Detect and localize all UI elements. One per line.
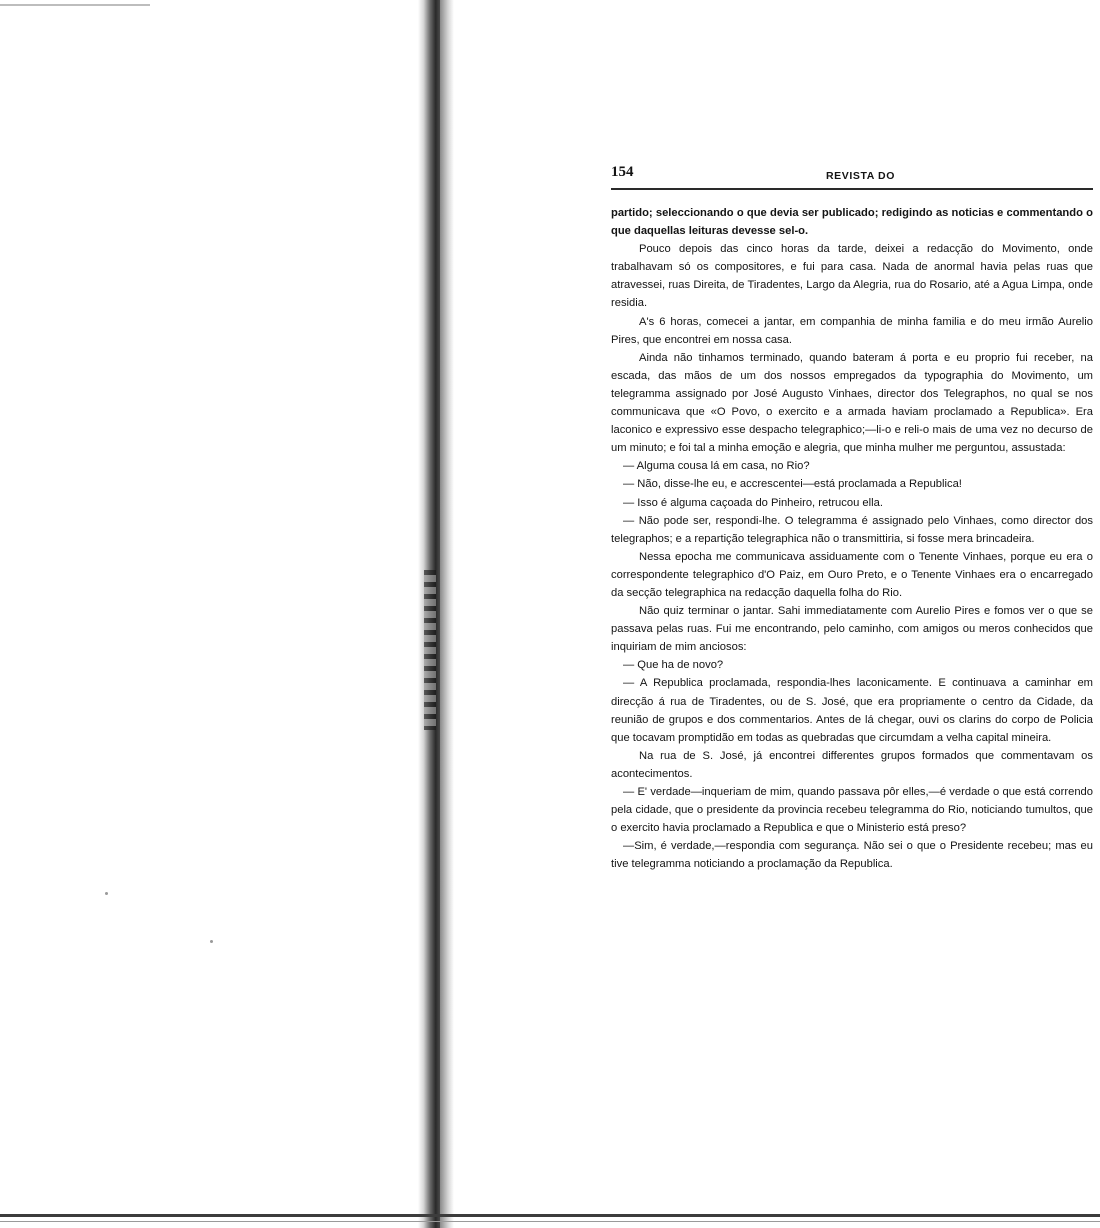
paragraph: Na rua de S. José, já encontrei differentes grupos formados que commentavam os acontecimentos. bbox=[611, 749, 1093, 780]
dialogue-line: — Que ha de novo? bbox=[623, 659, 724, 672]
page-header bbox=[611, 160, 1093, 190]
paragraph: Não quiz terminar o jantar. Sahi immediatamente com Aurelio Pires e fomos ver o que se passava pelas ruas. Fui me encontrando, pelo caminho, com amigos ou meros conhecidos que inquiriam de mim anciosos: bbox=[611, 605, 1093, 654]
dialogue-line: — E' verdade—inqueriam de mim, quando passava pôr elles,—é verdade o que está correndo pela cidade, que o presidente da provincia recebeu telegramma do Rio, noticiando tumultos, que o exercito havia proclamado a Republica e que o Ministerio está preso? bbox=[611, 786, 1093, 835]
dialogue-line: —Sim, é verdade,—respondia com segurança. Não sei o que o Presidente recebeu; mas eu tive telegramma noticiando a proclamação da Republica. bbox=[611, 840, 1093, 871]
right-page bbox=[611, 160, 1093, 873]
paragraph: partido; seleccionando o que devia ser publicado; redigindo as noticias e commentando o que daquellas leituras devesse sel-o. bbox=[611, 207, 1093, 238]
running-head: REVISTA DO bbox=[826, 170, 896, 182]
page-number: 154 bbox=[611, 164, 634, 180]
page-body bbox=[611, 204, 1093, 873]
paragraph: Pouco depois das cinco horas da tarde, deixei a redacção do Movimento, onde trabalhavam só os compositores, e fui para casa. Nada de anormal havia pelas ruas que atravessei, ruas Direita, de Tiradentes, Largo da Alegria, rua do Rosario, até a Agua Limpa, onde residia. bbox=[611, 243, 1093, 310]
page-edge-marks bbox=[424, 570, 436, 730]
dialogue-line: — Não pode ser, respondi-lhe. O telegramma é assignado pelo Vinhaes, como director dos telegraphos; e a repartição telegraphica não o transmittiria, si fosse mera brincadeira. bbox=[611, 514, 1093, 545]
dialogue-line: — Alguma cousa lá em casa, no Rio? bbox=[623, 460, 810, 473]
speck bbox=[210, 940, 213, 943]
dialogue-line: — Isso é alguma caçoada do Pinheiro, retrucou ella. bbox=[623, 496, 883, 509]
paragraph: Ainda não tinhamos terminado, quando bateram á porta e eu proprio fui receber, na escada, das mãos de um dos nossos empregados da typographia do Movimento, um telegramma assignado por José Augusto Vinhaes, director dos Telegraphos, no qual se nos communicava que «O Povo, o exercito e a armada haviam proclamado a Republica». Era laconico e expressivo esse despacho telegraphico;—li-o e reli-o mais de uma vez no decurso de um minuto; e foi tal a minha emoção e alegria, que minha mulher me perguntou, assustada: bbox=[611, 351, 1093, 455]
speck bbox=[105, 892, 108, 895]
dialogue-line: — Não, disse-lhe eu, e accrescentei—está proclamada a Republica! bbox=[623, 478, 962, 491]
paragraph: Nessa epocha me communicava assiduamente com o Tenente Vinhaes, porque eu era o correspondente telegraphico d'O Paiz, em Ouro Preto, e o Tenente Vinhaes era o encarregado da secção telegraphica na redacção daquella folha do Rio. bbox=[611, 550, 1093, 599]
gutter-shadow bbox=[440, 0, 454, 1228]
scan-bottom-edge bbox=[0, 1214, 1100, 1217]
scan-mark bbox=[0, 4, 150, 6]
dialogue-line: — A Republica proclamada, respondia-lhes laconicamente. E continuava a caminhar em direcção á rua de Tiradentes, ou de S. José, que era propriamente o centro da Cidade, da reunião de grupos e dos commentarios. Antes de lá chegar, ouvi os clarins do corpo de Policia que tocavam promptidão em todas as quebradas que circumdam a velha capital mineira. bbox=[611, 677, 1093, 744]
paragraph: A's 6 horas, comecei a jantar, em companhia de minha familia e do meu irmão Aurelio Pires, que encontrei em nossa casa. bbox=[611, 315, 1093, 346]
scan-bottom-edge bbox=[0, 1221, 1100, 1222]
